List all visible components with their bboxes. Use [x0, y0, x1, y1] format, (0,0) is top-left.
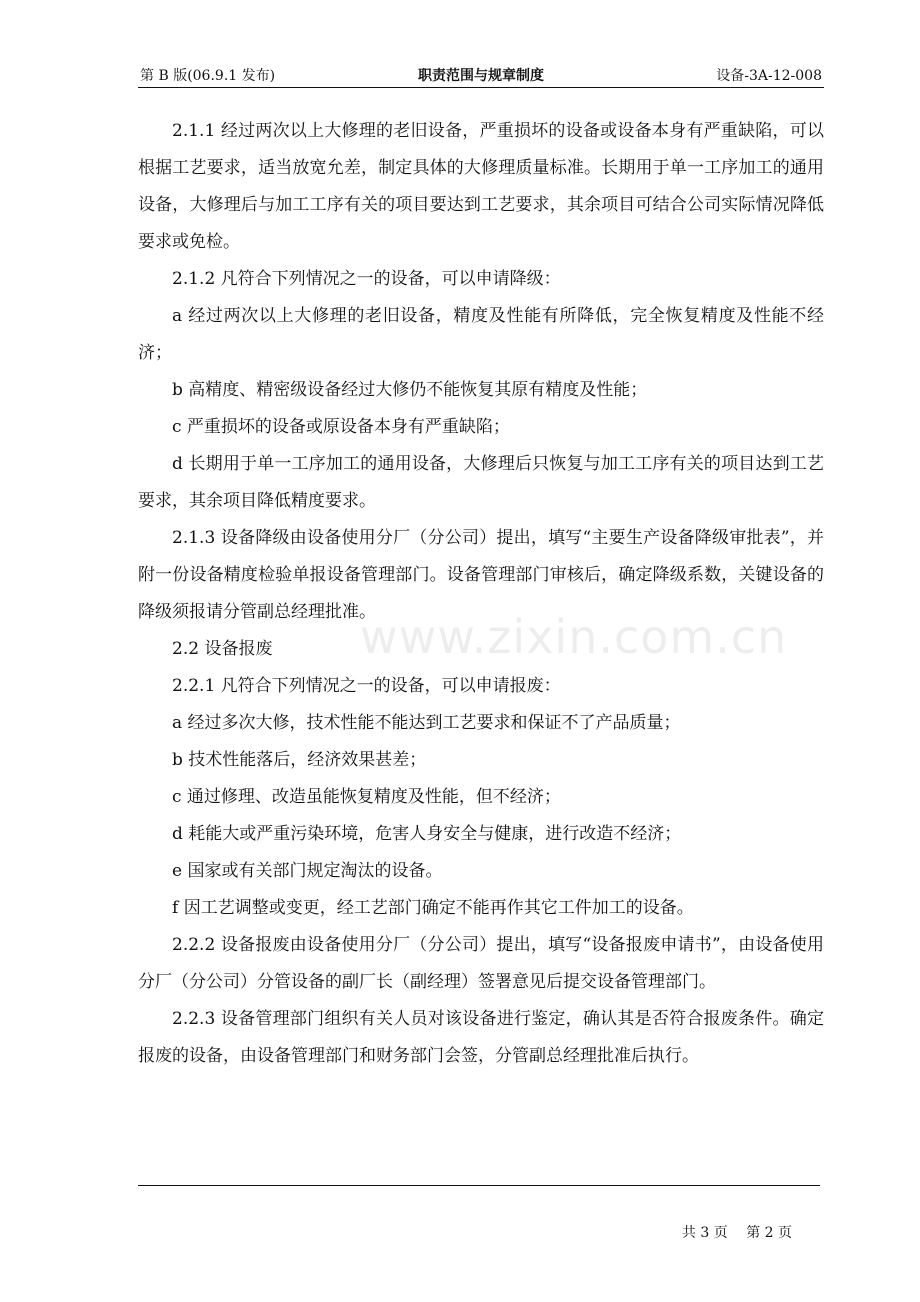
- list-item-downgrade-c: c 严重损坏的设备或原设备本身有严重缺陷；: [172, 417, 510, 437]
- list-item-scrap-c: c 通过修理、改造虽能恢复精度及性能，但不经济；: [172, 787, 561, 807]
- paragraph-2-1-2: 2.1.2 凡符合下列情况之一的设备，可以申请降级：: [172, 269, 561, 289]
- list-item-scrap-a: a 经过多次大修，技术性能不能达到工艺要求和保证不了产品质量；: [172, 713, 681, 733]
- footer-divider: [138, 1185, 820, 1186]
- document-number: 设备-3A-12-008: [716, 68, 822, 84]
- list-item-downgrade-d: d 长期用于单一工序加工的通用设备，大修理后只恢复与加工工序有关的项目达到工艺要求，其余项目降低精度要求。: [138, 454, 824, 511]
- list-item-scrap-f: f 因工艺调整或变更，经工艺部门确定不能再作其它工件加工的设备。: [172, 898, 694, 918]
- header-divider: [138, 87, 824, 88]
- paragraph-2-2-2: 2.2.2 设备报废由设备使用分厂（分公司）提出，填写“设备报废申请书”，由设备使用分厂（分公司）分管设备的副厂长（副经理）签署意见后提交设备管理部门。: [138, 935, 824, 992]
- current-page: 第 2 页: [746, 1225, 792, 1241]
- section-heading-2-2: 2.2 设备报废: [172, 639, 273, 659]
- paragraph-2-2-1: 2.2.1 凡符合下列情况之一的设备，可以申请报废：: [172, 676, 561, 696]
- page-footer: [668, 1222, 792, 1242]
- page-header: [138, 64, 824, 88]
- document-body: [138, 113, 824, 1075]
- total-pages: 共 3 页: [681, 1225, 728, 1241]
- paragraph-2-1-3: 2.1.3 设备降级由设备使用分厂（分公司）提出，填写“主要生产设备降级审批表”，并附一份设备精度检验单报设备管理部门。设备管理部门审核后，确定降级系数，关键设备的降级须报请分管副总经理批准。: [138, 528, 824, 622]
- list-item-downgrade-a: a 经过两次以上大修理的老旧设备，精度及性能有所降低，完全恢复精度及性能不经济；: [138, 306, 824, 363]
- paragraph-2-1-1: 2.1.1 经过两次以上大修理的老旧设备，严重损坏的设备或设备本身有严重缺陷，可以根据工艺要求，适当放宽允差，制定具体的大修理质量标准。长期用于单一工序加工的通用设备，大修理后与加工工序有关的项目要达到工艺要求，其余项目可结合公司实际情况降低要求或免检。: [138, 121, 824, 252]
- list-item-scrap-e: e 国家或有关部门规定淘汰的设备。: [172, 861, 443, 881]
- watermark: www.zixin.com.cn: [360, 610, 788, 664]
- list-item-scrap-d: d 耗能大或严重污染环境，危害人身安全与健康，进行改造不经济；: [172, 824, 682, 844]
- list-item-scrap-b: b 技术性能落后，经济效果甚差；: [172, 750, 427, 770]
- version-label: 第 B 版(06.9.1 发布): [140, 68, 276, 84]
- paragraph-2-2-3: 2.2.3 设备管理部门组织有关人员对该设备进行鉴定，确认其是否符合报废条件。确定报废的设备，由设备管理部门和财务部门会签，分管副总经理批准后执行。: [138, 1009, 824, 1066]
- list-item-downgrade-b: b 高精度、精密级设备经过大修仍不能恢复其原有精度及性能；: [172, 380, 648, 400]
- document-title: 职责范围与规章制度: [418, 68, 544, 84]
